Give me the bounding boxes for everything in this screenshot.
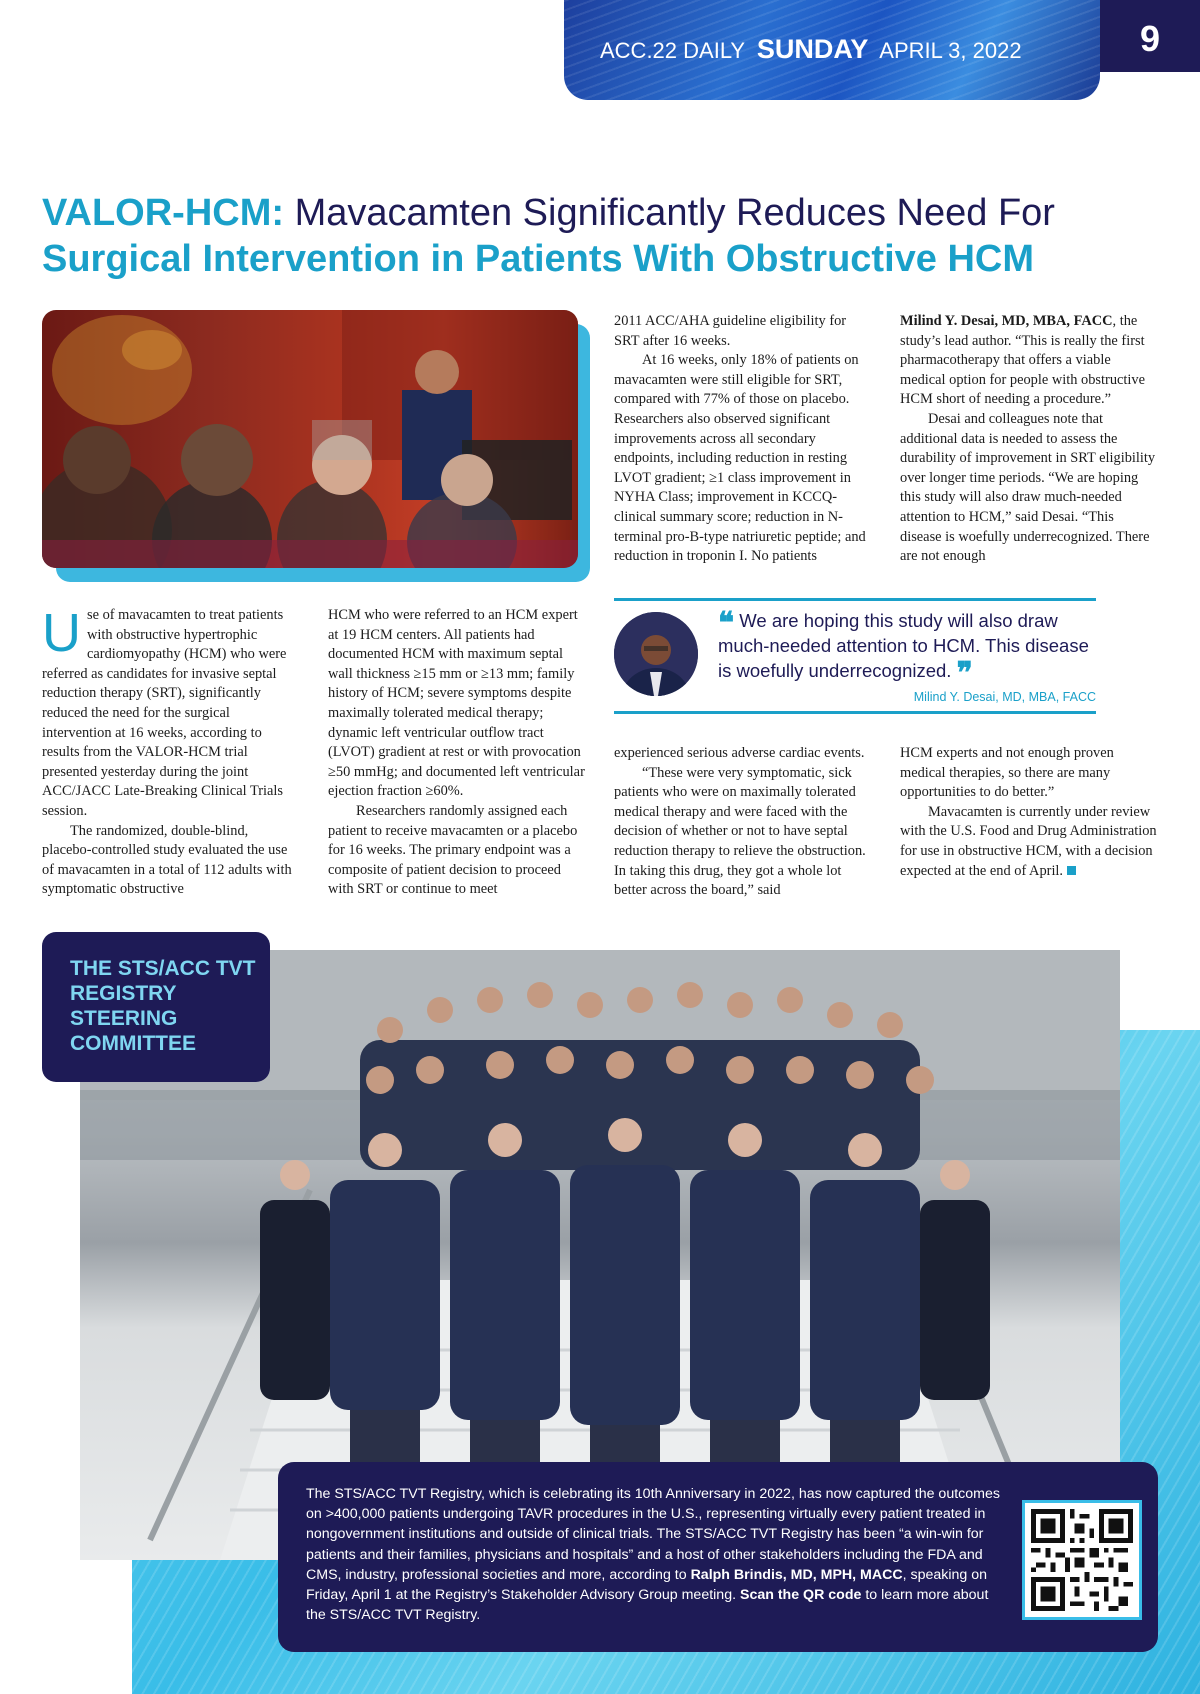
portrait-illustration [614,612,698,696]
headline-sub: Surgical Intervention in Patients With Obstructive HCM [42,238,1035,280]
col4b-paragraph-2: Mavacamten is currently under review with the U.S. Food and Drug Administration for use in obstructive HCM, with a decision expected at the end of April. [900,803,1157,879]
pull-quote-rule-top [614,598,1096,601]
article-column-3-top [614,312,872,567]
header-day: SUNDAY [756,34,869,64]
author-name: Milind Y. Desai, MD, MBA, FACC [900,313,1113,329]
article-column-3-bottom [614,744,872,901]
col3-paragraph-1: 2011 ACC/AHA guideline eligibility for SRT after 16 weeks. [614,313,847,349]
col2-paragraph-2: Researchers randomly assigned each patient to receive mavacamten or a placebo for 16 weeks. The primary endpoint was a composite of patient decision to proceed with SRT or continue to meet [328,802,578,898]
article-column-2 [328,606,586,900]
col2-paragraph-1: HCM who were referred to an HCM expert at 19 HCM centers. All patients had documented HCM with maximum septal wall thickness ≥15 mm or ≥13 mm; family history of HCM; severe symptoms despite maximally tolerated medical therapy; dynamic left ventricular outflow tract (LVOT) gradient at rest or with provocation ≥50 mmHg; and documented left ventricular ejection fraction ≥60%. [328,607,585,800]
col3-paragraph-2: At 16 weeks, only 18% of patients on mavacamten were still eligible for SRT, compared with 77% of those on placebo. Researchers also observed significant improvements across all secondary endpoints, including reduction in resting LVOT gradient; ≥1 class improvement in NYHA Class; improvement in KCCQ-clinical summary score; reduction in N-terminal pro-B-type natriuretic peptide; and reduction in troponin I. No patients [614,352,866,565]
headline-trial-name: VALOR-HCM: [42,192,285,234]
publication-name: ACC.22 DAILY [600,38,745,63]
page-number: 9 [1100,0,1200,72]
pull-quote-attribution: Milind Y. Desai, MD, MBA, FACC [913,690,1096,704]
session-photo-illustration [42,310,578,568]
pull-quote-rule-bottom [614,711,1096,714]
registry-speaker: Ralph Brindis, MD, MPH, MACC [690,1566,903,1583]
article-column-4-top [900,312,1158,567]
col3b-paragraph-1: experienced serious adverse cardiac events. [614,745,865,761]
desai-avatar [614,612,698,696]
headline-main: Mavacamten Significantly Reduces Need For [294,192,1055,234]
registry-description [306,1484,1010,1625]
col1-paragraph-1: se of mavacamten to treat patients with obstructive hypertrophic cardiomyopathy (HCM) who were referred as candidates for invasive septal reduction therapy (SRT), significantly reduced the need for the surgical intervention at 16 weeks, according to results from the VALOR-HCM trial presented yesterday during the joint ACC/JACC Late-Breaking Clinical Trials session. [42,607,287,819]
col4b-paragraph-1: HCM experts and not enough proven medical therapies, so there are many opportunities to do better.” [900,745,1114,801]
close-quote-icon: ❞ [956,657,973,690]
page-header [600,34,1080,65]
pull-quote-text: We are hoping this study will also draw much-needed attention to HCM. This disease is woefully underrecognized. [718,610,1089,681]
drop-cap: U [42,603,81,663]
col4-paragraph-1: , the study’s lead author. “This is really the first pharmacotherapy that offers a viable medical option for people with obstructive HCM short of needing a procedure.” [900,313,1145,408]
hero-photo [42,310,578,568]
col1-paragraph-2: The randomized, double-blind, placebo-controlled study evaluated the use of mavacamten in a total of 112 adults with symptomatic obstructive [42,822,292,898]
end-of-article-mark [1067,866,1076,875]
open-quote-icon: ❝ [718,607,735,640]
registry-text-2: , speaking on Friday, April 1 at the Registry’s Stakeholder Advisory Group meeting. [306,1566,987,1604]
col4-paragraph-2: Desai and colleagues note that additional data is needed to assess the durability of improvement in SRT eligibility over longer time periods. “We are hoping this study will also draw much-needed attention to HCM,” said Desai. “This disease is woefully underrecognized. There are not enough [900,410,1156,565]
registry-text-3: to learn more about the STS/ACC TVT Registry. [306,1587,989,1624]
scan-qr-cta: Scan the QR code [739,1587,862,1604]
article-column-4-bottom [900,744,1162,881]
committee-label: THE STS/ACC TVT REGISTRY STEERING COMMITTEE [70,957,256,1055]
article-headline [42,190,1172,282]
pull-quote [718,607,1098,690]
article-column-1 [42,603,300,900]
header-date: APRIL 3, 2022 [879,38,1022,63]
qr-code-icon[interactable] [1031,1509,1133,1611]
registry-text-1: The STS/ACC TVT Registry, which is celebrating its 10th Anniversary in 2022, has now captured the outcomes on >400,000 patients undergoing TAVR procedures in the U.S., representing virtually every patient treated in nongovernment institutions and outside of clinical trials. The STS/ACC TVT Registry has been “a win-win for patients and their families, physicians and hospitals” and a host of other stakeholders including the FDA and CMS, industry, professional societies and more, according to [306,1486,1000,1583]
col3b-paragraph-2: “These were very symptomatic, sick patients who were on maximally tolerated medical therapy and were faced with the decision of whether or not to have septal reduction therapy to relieve the obstruction. In taking this drug, they got a whole lot better across the board,” said [614,764,866,899]
